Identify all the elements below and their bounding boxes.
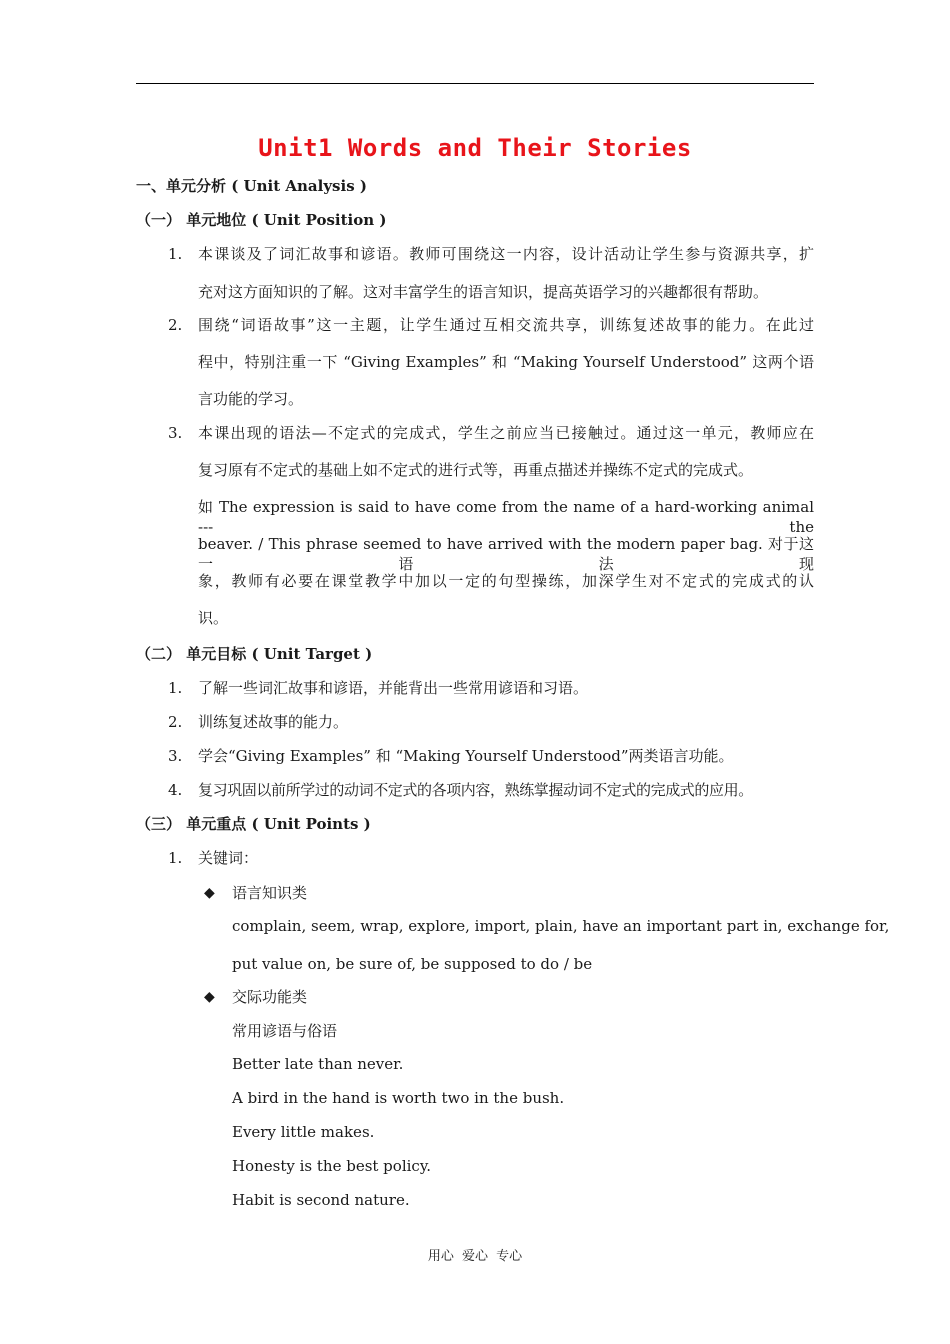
bullet-label: 语言知识类 (232, 884, 308, 902)
proverb-line: Every little makes. (232, 1123, 375, 1141)
vocab-line: put value on, be sure of, be supposed to do / be (232, 955, 593, 973)
list-number: 1. (168, 679, 183, 697)
list-item: 了解一些词汇故事和谚语，并能背出一些常用谚语和习语。 (198, 679, 589, 697)
paragraph-line: 复习原有不定式的基础上如不定式的进行式等，再重点描述并操练不定式的完成式。 (198, 461, 754, 479)
paragraph-line: 围绕“词语故事”这一主题，让学生通过互相交流共享，训练复述故事的能力。在此过 (198, 316, 814, 334)
list-item: 复习巩固以前所学过的动词不定式的各项内容，熟练掌握动词不定式的完成式的应用。 (198, 781, 753, 799)
paragraph-line: 本课出现的语法—不定式的完成式，学生之前应当已接触过。通过这一单元，教师应在 (198, 424, 814, 442)
bullet-label: 交际功能类 (232, 988, 308, 1006)
list-item: 学会“Giving Examples” 和 “Making Yourself Understood”两类语言功能。 (198, 747, 734, 765)
proverb-line: Better late than never. (232, 1055, 404, 1073)
paragraph-line: 象，教师有必要在课堂教学中加以一定的句型操练，加深学生对不定式的完成式的认 (198, 572, 814, 590)
proverb-line: Habit is second nature. (232, 1191, 410, 1209)
page-title: Unit1 Words and Their Stories (258, 134, 692, 162)
paragraph-line: 如 The expression is said to have come from the name of a hard-working animal --- the (198, 498, 814, 536)
list-number: 4. (168, 781, 183, 799)
list-number: 2. (168, 316, 183, 334)
list-number: 2. (168, 713, 183, 731)
header-rule (136, 83, 814, 84)
diamond-bullet-icon: ◆ (204, 989, 215, 1005)
list-item: 训练复述故事的能力。 (198, 713, 349, 731)
paragraph-line: 本课谈及了词汇故事和谚语。教师可围绕这一内容，设计活动让学生参与资源共享，扩 (198, 245, 814, 263)
subsection-heading-unit-position: （一） 单元地位 ( Unit Position ) (136, 211, 387, 229)
diamond-bullet-icon: ◆ (204, 885, 215, 901)
subsection-heading-unit-target: （二） 单元目标 ( Unit Target ) (136, 645, 373, 663)
proverbs-subheading: 常用谚语与俗语 (232, 1022, 338, 1040)
list-item: 关键词： (198, 849, 259, 867)
list-number: 3. (168, 747, 183, 765)
paragraph-line: 充对这方面知识的了解。这对丰富学生的语言知识，提高英语学习的兴趣都很有帮助。 (198, 283, 769, 301)
list-number: 3. (168, 424, 183, 442)
paragraph-line: 识。 (198, 609, 229, 627)
paragraph-line: 程中，特别注重一下 “Giving Examples” 和 “Making Yourself Understood” 这两个语 (198, 353, 814, 371)
page-footer: 用心 爱心 专心 (427, 1249, 523, 1264)
paragraph-line: beaver. / This phrase seemed to have arrived with the modern paper bag. 对于这一语法现 (198, 535, 814, 573)
paragraph-line: 言功能的学习。 (198, 390, 304, 408)
proverb-line: A bird in the hand is worth two in the bush. (232, 1089, 565, 1107)
list-number: 1. (168, 849, 183, 867)
list-number: 1. (168, 245, 183, 263)
section-heading-unit-analysis: 一、单元分析 ( Unit Analysis ) (136, 177, 367, 195)
subsection-heading-unit-points: （三） 单元重点 ( Unit Points ) (136, 815, 371, 833)
vocab-line: complain, seem, wrap, explore, import, plain, have an important part in, exchange for, (232, 917, 890, 935)
proverb-line: Honesty is the best policy. (232, 1157, 432, 1175)
